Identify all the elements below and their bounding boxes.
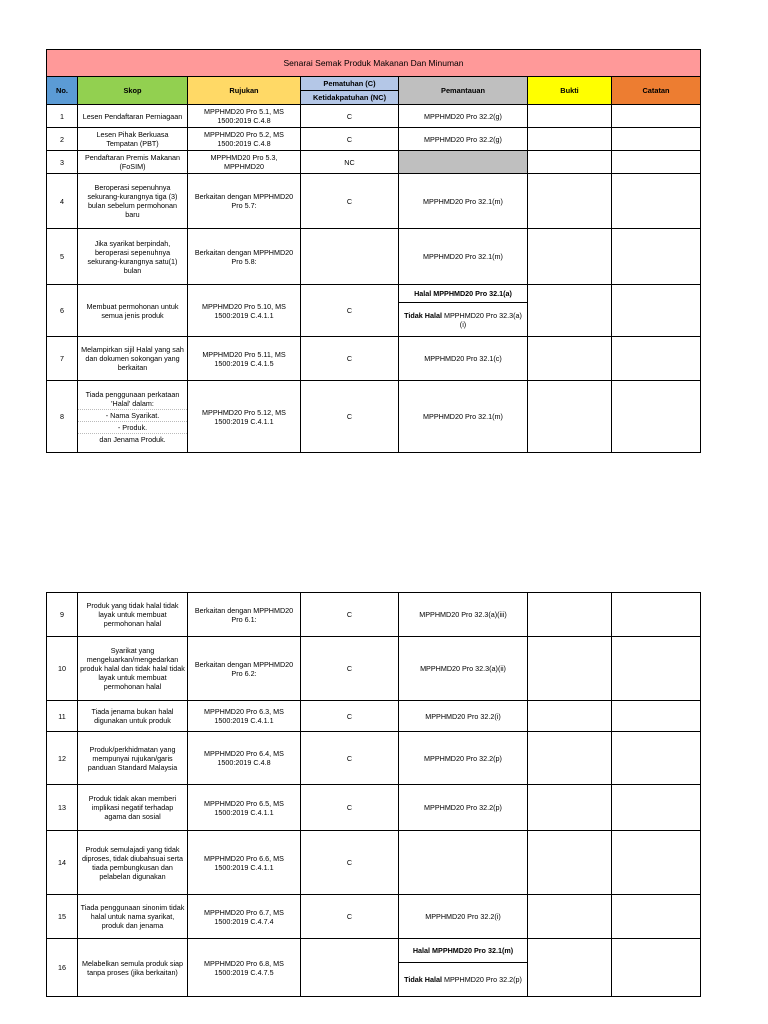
row-catatan[interactable] [612,939,701,997]
row-status: C [301,637,399,701]
row-bukti[interactable] [528,174,612,229]
row-no: 1 [47,105,78,128]
row-bukti[interactable] [528,637,612,701]
pemantauan-halal: Halal MPPHMD20 Pro 32.1(m) [412,946,514,955]
header-no: No. [47,77,78,105]
row-skop: Melampirkan sijil Halal yang sah dan dokumen sokongan yang berkaitan [78,337,188,381]
row-catatan[interactable] [612,785,701,831]
row-skop: Tiada jenama bukan halal digunakan untuk produk [78,701,188,732]
skop-line: - Nama Syarikat. [78,409,187,421]
row-pemantauan: MPPHMD20 Pro 32.2(g) [399,105,528,128]
table-row [47,337,701,381]
row-pemantauan: MPPHMD20 Pro 32.3(a)(ii) [399,637,528,701]
header-pematuhan [301,77,399,105]
row-no: 11 [47,701,78,732]
tidak-halal-ref: MPPHMD20 Pro 32.3(a)(i) [443,310,522,329]
table-row [47,831,701,895]
row-rujukan: MPPHMD20 Pro 6.7, MS 1500:2019 C.4.7.4 [188,895,301,939]
row-catatan[interactable] [612,831,701,895]
row-status: C [301,337,399,381]
row-no: 8 [47,381,78,453]
row-rujukan: MPPHMD20 Pro 5.11, MS 1500:2019 C.4.1.5 [188,337,301,381]
row-skop: Pendaftaran Premis Makanan (FoSIM) [78,151,188,174]
table-row [47,381,701,453]
row-rujukan: MPPHMD20 Pro 6.5, MS 1500:2019 C.4.1.1 [188,785,301,831]
row-status: C [301,785,399,831]
row-rujukan: MPPHMD20 Pro 5.10, MS 1500:2019 C.4.1.1 [188,285,301,337]
row-bukti[interactable] [528,285,612,337]
row-catatan[interactable] [612,593,701,637]
row-catatan[interactable] [612,229,701,285]
row-bukti[interactable] [528,105,612,128]
pemantauan-halal: Halal MPPHMD20 Pro 32.1(a) [414,289,512,298]
row-catatan[interactable] [612,285,701,337]
tidak-halal-label: Tidak Halal [404,975,442,984]
row-skop: Produk/perkhidmatan yang mempunyai rujukan/garis panduan Standard Malaysia [78,732,188,785]
row-no: 5 [47,229,78,285]
row-no: 3 [47,151,78,174]
row-bukti[interactable] [528,128,612,151]
row-rujukan: MPPHMD20 Pro 6.4, MS 1500:2019 C.4.8 [188,732,301,785]
row-status [301,939,399,997]
row-skop: Jika syarikat berpindah, beroperasi sepenuhnya sekurang-kurangnya satu(1) bulan [78,229,188,285]
table-row [47,174,701,229]
row-bukti[interactable] [528,593,612,637]
row-pemantauan: MPPHMD20 Pro 32.2(i) [399,895,528,939]
table-row [47,151,701,174]
tidak-halal-ref: MPPHMD20 Pro 32.2(p) [443,975,522,984]
row-bukti[interactable] [528,337,612,381]
row-rujukan: Berkaitan dengan MPPHMD20 Pro 6.2: [188,637,301,701]
skop-line: - Produk. [78,421,187,433]
row-catatan[interactable] [612,337,701,381]
row-pemantauan [399,151,528,174]
row-catatan[interactable] [612,105,701,128]
checklist-table-top [46,49,701,453]
row-bukti[interactable] [528,831,612,895]
row-pemantauan: MPPHMD20 Pro 32.1(c) [399,337,528,381]
row-rujukan: MPPHMD20 Pro 5.3, MPPHMD20 [188,151,301,174]
header-row [47,77,701,105]
row-no: 14 [47,831,78,895]
row-bukti[interactable] [528,939,612,997]
row-no: 12 [47,732,78,785]
row-rujukan: Berkaitan dengan MPPHMD20 Pro 5.7: [188,174,301,229]
pemantauan-tidak-halal [399,302,527,336]
header-skop: Skop [78,77,188,105]
row-skop: Melabelkan semula produk siap tanpa proses (jika berkaitan) [78,939,188,997]
row-bukti[interactable] [528,785,612,831]
row-catatan[interactable] [612,637,701,701]
table-row [47,895,701,939]
row-pemantauan [399,939,528,997]
row-no: 9 [47,593,78,637]
row-bukti[interactable] [528,381,612,453]
row-rujukan: MPPHMD20 Pro 6.6, MS 1500:2019 C.4.1.1 [188,831,301,895]
row-skop: Lesen Pihak Berkuasa Tempatan (PBT) [78,128,188,151]
row-pemantauan: MPPHMD20 Pro 32.1(m) [399,174,528,229]
table-row [47,785,701,831]
row-bukti[interactable] [528,151,612,174]
row-catatan[interactable] [612,895,701,939]
header-bukti: Bukti [528,77,612,105]
skop-line: Tiada penggunaan perkataan 'Halal' dalam: [85,389,180,408]
row-status: C [301,732,399,785]
checklist-table-bottom [46,592,701,997]
table-row [47,128,701,151]
row-catatan[interactable] [612,174,701,229]
row-skop: Produk tidak akan memberi implikasi negatif terhadap agama dan sosial [78,785,188,831]
row-pemantauan: MPPHMD20 Pro 32.1(m) [399,381,528,453]
table-row [47,732,701,785]
row-no: 16 [47,939,78,997]
row-rujukan: MPPHMD20 Pro 6.3, MS 1500:2019 C.4.1.1 [188,701,301,732]
row-status: C [301,701,399,732]
row-rujukan: MPPHMD20 Pro 6.8, MS 1500:2019 C.4.7.5 [188,939,301,997]
pemantauan-tidak-halal [399,962,527,996]
row-bukti[interactable] [528,895,612,939]
table-row [47,285,701,337]
row-status: C [301,895,399,939]
row-pemantauan [399,285,528,337]
table-row [47,939,701,997]
table-title: Senarai Semak Produk Makanan Dan Minuman [47,50,701,77]
header-rujukan: Rujukan [188,77,301,105]
row-catatan[interactable] [612,151,701,174]
row-no: 10 [47,637,78,701]
row-pemantauan: MPPHMD20 Pro 32.2(i) [399,701,528,732]
row-rujukan: MPPHMD20 Pro 5.2, MS 1500:2019 C.4.8 [188,128,301,151]
table-row [47,593,701,637]
row-bukti[interactable] [528,229,612,285]
row-pemantauan: MPPHMD20 Pro 32.2(g) [399,128,528,151]
row-pemantauan: MPPHMD20 Pro 32.2(p) [399,785,528,831]
table-row [47,229,701,285]
row-catatan[interactable] [612,381,701,453]
row-no: 4 [47,174,78,229]
header-ketidakpatuhan-nc: Ketidakpatuhan (NC) [301,90,398,104]
row-rujukan: Berkaitan dengan MPPHMD20 Pro 5.8: [188,229,301,285]
row-pemantauan: MPPHMD20 Pro 32.2(p) [399,732,528,785]
row-pemantauan: MPPHMD20 Pro 32.1(m) [399,229,528,285]
skop-line: dan Jenama Produk. [78,433,187,445]
row-skop [78,381,188,453]
row-skop: Tiada penggunaan sinonim tidak halal untuk nama syarikat, produk dan jenama [78,895,188,939]
row-status: C [301,831,399,895]
row-pemantauan: MPPHMD20 Pro 32.3(a)(iii) [399,593,528,637]
table-row [47,637,701,701]
tidak-halal-label: Tidak Halal [404,310,442,320]
row-skop: Beroperasi sepenuhnya sekurang-kurangnya tiga (3) bulan sebelum permohonan baru [78,174,188,229]
row-catatan[interactable] [612,701,701,732]
row-status: C [301,105,399,128]
row-bukti[interactable] [528,701,612,732]
table-row [47,701,701,732]
row-pemantauan [399,831,528,895]
row-skop: Produk yang tidak halal tidak layak untuk membuat permohonan halal [78,593,188,637]
row-skop: Produk semulajadi yang tidak diproses, tidak diubahsuai serta tiada pembungkusan dan pelabelan digunakan [78,831,188,895]
header-pemantauan: Pemantauan [399,77,528,105]
row-status: C [301,593,399,637]
header-pematuhan-c: Pematuhan (C) [323,79,376,88]
row-status: NC [301,151,399,174]
row-bukti[interactable] [528,732,612,785]
row-status: C [301,174,399,229]
row-rujukan: MPPHMD20 Pro 5.1, MS 1500:2019 C.4.8 [188,105,301,128]
row-catatan[interactable] [612,732,701,785]
row-rujukan: Berkaitan dengan MPPHMD20 Pro 6.1: [188,593,301,637]
row-no: 2 [47,128,78,151]
header-catatan: Catatan [612,77,701,105]
row-skop: Lesen Pendaftaran Perniagaan [78,105,188,128]
row-status: C [301,381,399,453]
title-row [47,50,701,77]
row-no: 15 [47,895,78,939]
row-status: C [301,128,399,151]
row-catatan[interactable] [612,128,701,151]
row-skop: Syarikat yang mengeluarkan/mengedarkan produk halal dan tidak halal tidak layak untuk membuat permohonan halal [78,637,188,701]
row-no: 7 [47,337,78,381]
row-status [301,229,399,285]
row-no: 6 [47,285,78,337]
table-row [47,105,701,128]
row-no: 13 [47,785,78,831]
row-rujukan: MPPHMD20 Pro 5.12, MS 1500:2019 C.4.1.1 [188,381,301,453]
row-skop: Membuat permohonan untuk semua jenis produk [78,285,188,337]
row-status: C [301,285,399,337]
